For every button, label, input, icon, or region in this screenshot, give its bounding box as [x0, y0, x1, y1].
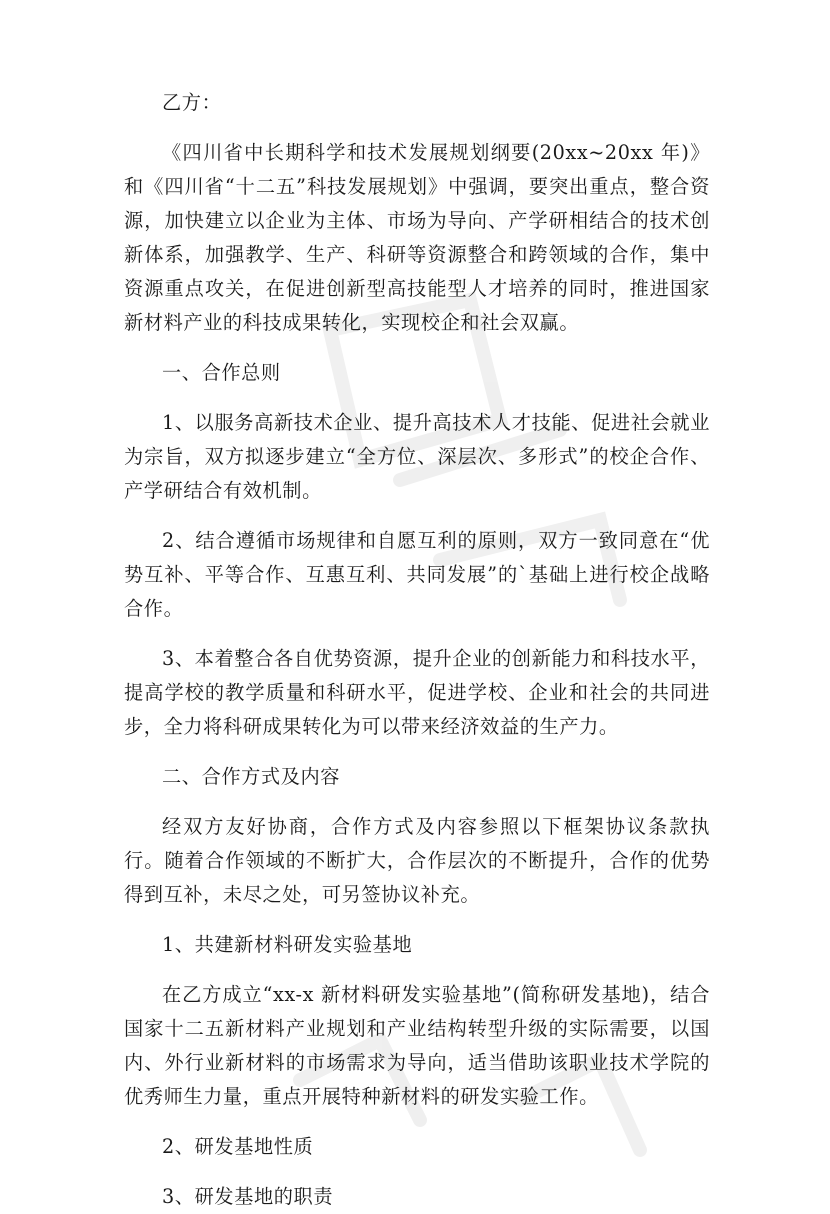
principle-2: 2、结合遵循市场规律和自愿互利的原则，双方一致同意在“优势互补、平等合作、互惠互利、共同发展”的`基础上进行校企战略合作。 [124, 529, 710, 620]
subheading-base-nature: 2、研发基地性质 [162, 1135, 314, 1158]
base-construction-paragraph: 在乙方成立“xx-x 新材料研发实验基地”(简称研发基地)，结合国家十二五新材料产业规划和产业结构转型升级的实际需要，以国内、外行业新材料的市场需求为导向，适当借助该职业技术学院的优秀师生力量，重点开展特种新材料的研发实验工作。 [124, 983, 710, 1108]
principle-3: 3、本着整合各自优势资源，提升企业的创新能力和科技水平，提高学校的教学质量和科研水平，促进学校、企业和社会的共同进步，全力将科研成果转化为可以带来经济效益的生产力。 [124, 647, 710, 738]
section-heading-general-principles: 一、合作总则 [162, 361, 281, 384]
section-heading-cooperation-methods: 二、合作方式及内容 [162, 765, 341, 788]
intro-paragraph: 《四川省中长期科学和技术发展规划纲要(20xx~20xx 年)》和《四川省“十二五”科技发展规划》中强调，要突出重点，整合资源，加快建立以企业为主体、市场为导向、产学研相结合的技术创新体系，加强教学、生产、科研等资源整合和跨领域的合作，集中资源重点攻关，在促进创新型高技能型人才培养的同时，推进国家新材料产业的科技成果转化，实现校企和社会双赢。 [124, 141, 710, 334]
document-body [124, 86, 710, 1214]
cooperation-paragraph: 经双方友好协商，合作方式及内容参照以下框架协议条款执行。随着合作领域的不断扩大，合作层次的不断提升，合作的优势得到互补，未尽之处，可另签协议补充。 [124, 815, 710, 906]
principle-1: 1、以服务高新技术企业、提升高技术人才技能、促进社会就业为宗旨，双方拟逐步建立“全方位、深层次、多形式”的校企合作、产学研结合有效机制。 [124, 411, 710, 502]
party-b-label: 乙方： [162, 91, 222, 114]
subheading-base-construction: 1、共建新材料研发实验基地 [162, 933, 413, 956]
subheading-base-duties: 3、研发基地的职责 [162, 1185, 334, 1208]
